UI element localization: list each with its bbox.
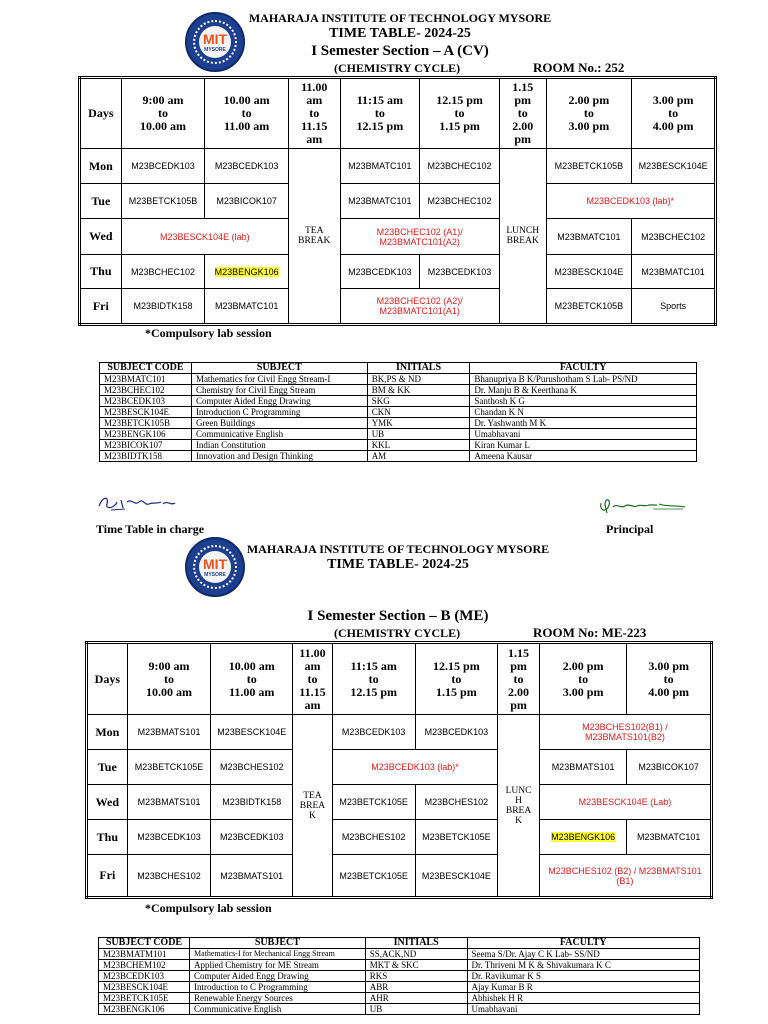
header-period-4: 12.15 pm to 1.15 pm xyxy=(420,78,500,149)
timetable-incharge-label: Time Table in charge xyxy=(96,522,205,536)
lab-cell: M23BCHEC102 (A2)/ M23BMATC101(A1) xyxy=(340,289,499,325)
cell: M23BETCK105E xyxy=(127,750,211,785)
cell: M23BETCK105E xyxy=(332,785,415,820)
lab-cell: M23BCHES102(B1) / M23BMATS101(B2) xyxy=(539,715,711,750)
tea-break: TEA BREAK xyxy=(288,149,340,325)
cell: M23BESCK104E xyxy=(632,149,716,184)
header-days: Days xyxy=(87,643,128,715)
table-row: M23BENGK106 Communicative English UB Umabhavani xyxy=(100,429,697,440)
cell: M23BETCK105B xyxy=(546,289,632,325)
header-period-2: 10.00 am to 11.00 am xyxy=(205,78,289,149)
cell: M23BMATC101 xyxy=(632,255,716,289)
header-lunch: 1.15 pm to 2.00 pm xyxy=(499,78,546,149)
header-tea: 11.00 am to 11.15 am xyxy=(293,643,333,715)
cell: M23BMATC101 xyxy=(546,219,632,255)
table-row: M23BMATM101 Mathematics-I for Mechanical Engg Stream SS,ACK,ND Seema S/Dr. Ajay C K Lab- SS/ND xyxy=(99,949,700,960)
table-row: M23BESCK104E Introduction to C Programming ABR Ajay Kumar B R xyxy=(99,982,700,993)
day-tue: Tue xyxy=(80,184,122,219)
cell: M23BICOK107 xyxy=(627,750,712,785)
lab-cell: M23BCEDK103 (lab)* xyxy=(546,184,715,219)
lab-cell: M23BCEDK103 (lab)* xyxy=(332,750,497,785)
header-period-1: 9:00 am to 10.00 am xyxy=(127,643,211,715)
table-row: M23BCEDK103 Computer Aided Engg Drawing RKS Dr. Ravikumar K S xyxy=(99,971,700,982)
col-faculty: FACULTY xyxy=(470,363,697,374)
cell: M23BCEDK103 xyxy=(211,820,293,855)
col-subject-code: SUBJECT CODE xyxy=(99,938,190,949)
table-row: M23BIDTK158 Innovation and Design Thinking AM Ameena Kausar xyxy=(100,451,697,462)
cell: M23BCHEC102 xyxy=(420,184,500,219)
timetable-b xyxy=(85,641,713,899)
cell: M23BMATC101 xyxy=(627,820,712,855)
cell: M23BENGK106 xyxy=(539,820,626,855)
cell: M23BMATS101 xyxy=(211,855,293,898)
header-lunch: 1.15 pm to 2.00 pm xyxy=(498,643,540,715)
day-thu: Thu xyxy=(87,820,128,855)
table-row: M23BESCK104E Introduction C Programming CKN Chandan K N xyxy=(100,407,697,418)
cell: Sports xyxy=(632,289,716,325)
header-period-2: 10.00 am to 11.00 am xyxy=(211,643,293,715)
day-wed: Wed xyxy=(87,785,128,820)
cell: M23BMATS101 xyxy=(539,750,626,785)
subject-table-b xyxy=(98,937,700,1015)
header-period-3: 11:15 am to 12.15 pm xyxy=(332,643,415,715)
table-row: M23BENGK106 Communicative English UB Umabhavani xyxy=(99,1004,700,1015)
header-period-1: 9:00 am to 10.00 am xyxy=(121,78,205,149)
room-label: ROOM No.: 252 xyxy=(533,60,625,75)
header-period-5: 2.00 pm to 3.00 pm xyxy=(546,78,632,149)
cell: M23BMATC101 xyxy=(340,149,420,184)
cycle-label: (CHEMISTRY CYCLE) xyxy=(334,626,461,640)
header-period-3: 11:15 am to 12.15 pm xyxy=(340,78,420,149)
cell: M23BESCK104E xyxy=(415,855,498,898)
cell: M23BCEDK103 xyxy=(127,820,211,855)
cycle-label: (CHEMISTRY CYCLE) xyxy=(334,61,461,75)
cell: M23BICOK107 xyxy=(205,184,289,219)
col-subject-code: SUBJECT CODE xyxy=(100,363,192,374)
cell: M23BMATC101 xyxy=(205,289,289,325)
cell: M23BCEDK103 xyxy=(205,149,289,184)
cell: M23BETCK105B xyxy=(546,149,632,184)
cell: M23BETCK105B xyxy=(121,184,205,219)
institute-title: MAHARAJA INSTITUTE OF TECHNOLOGY MYSORE xyxy=(248,11,552,25)
table-row: M23BCHEC102 Chemistry for Civil Engg Stream BM & KK Dr. Manju B & Keerthana K xyxy=(100,385,697,396)
lab-cell: M23BESCK104E (Lab) xyxy=(539,785,711,820)
header-period-5: 2.00 pm to 3.00 pm xyxy=(539,643,626,715)
col-subject: SUBJECT xyxy=(191,363,367,374)
institute-logo: MIT MYSORE xyxy=(185,12,245,72)
table-row: M23BETCK105B Green Buildings YMK Dr. Yashwanth M K xyxy=(100,418,697,429)
lunch-break: LUNC H BREA K xyxy=(498,715,540,898)
cell: M23BCHES102 xyxy=(127,855,211,898)
timetable-title: TIME TABLE- 2024-25 xyxy=(329,26,471,41)
cell: M23BCEDK103 xyxy=(121,149,205,184)
table-row: M23BCEDK103 Computer Aided Engg Drawing SKG Santhosh K G xyxy=(100,396,697,407)
cell: M23BESCK104E xyxy=(546,255,632,289)
cell: M23BCHES102 xyxy=(332,820,415,855)
cell: M23BCHEC102 xyxy=(121,255,205,289)
day-thu: Thu xyxy=(80,255,122,289)
cell: M23BMATS101 xyxy=(127,785,211,820)
cell: M23BCHES102 xyxy=(415,785,498,820)
section-title: I Semester Section – B (ME) xyxy=(307,608,489,624)
table-row: M23BMATC101 Mathematics for Civil Engg Stream-I BK,PS & ND Bhanupriya B K/Purushotham S Lab- PS/ND xyxy=(100,374,697,385)
principal-label: Principal xyxy=(606,522,654,536)
cell: M23BIDTK158 xyxy=(121,289,205,325)
tea-break: TEA BREA K xyxy=(293,715,333,898)
cell: M23BCHEC102 xyxy=(420,149,500,184)
cell: M23BCEDK103 xyxy=(420,255,500,289)
col-subject: SUBJECT xyxy=(189,938,365,949)
col-faculty: FACULTY xyxy=(467,938,700,949)
cell: M23BMATC101 xyxy=(340,184,420,219)
header-days: Days xyxy=(80,78,122,149)
cell: M23BCHES102 xyxy=(211,750,293,785)
room-label: ROOM No: ME-223 xyxy=(533,625,647,640)
day-mon: Mon xyxy=(80,149,122,184)
table-row: M23BETCK105E Renewable Energy Sources AHR Abhishek H R xyxy=(99,993,700,1004)
col-initials: INITIALS xyxy=(365,938,467,949)
cell: M23BCHEC102 xyxy=(632,219,716,255)
cell: M23BCEDK103 xyxy=(415,715,498,750)
table-row: M23BCHEM102 Applied Chemistry for ME Stream MKT & SKC Dr. Thriveni M K & Shivakumara K C xyxy=(99,960,700,971)
cell: M23BIDTK158 xyxy=(211,785,293,820)
timetable-title: TIME TABLE- 2024-25 xyxy=(327,557,469,572)
col-initials: INITIALS xyxy=(367,363,470,374)
cell: M23BCEDK103 xyxy=(332,715,415,750)
day-fri: Fri xyxy=(87,855,128,898)
lab-cell: M23BESCK104E (lab) xyxy=(121,219,288,255)
header-tea: 11.00 am to 11.15 am xyxy=(288,78,340,149)
day-tue: Tue xyxy=(87,750,128,785)
timetable-incharge-signature xyxy=(95,492,185,514)
timetable-a xyxy=(78,76,717,326)
lab-note: *Compulsory lab session xyxy=(145,901,272,915)
cell: M23BESCK104E xyxy=(211,715,293,750)
cell: M23BENGK106 xyxy=(205,255,289,289)
day-wed: Wed xyxy=(80,219,122,255)
cell: M23BCEDK103 xyxy=(340,255,420,289)
day-fri: Fri xyxy=(80,289,122,325)
header-period-6: 3.00 pm to 4.00 pm xyxy=(632,78,716,149)
principal-signature xyxy=(597,495,689,517)
lab-note: *Compulsory lab session xyxy=(145,326,272,340)
institute-logo: MIT MYSORE xyxy=(185,537,245,597)
section-title: I Semester Section – A (CV) xyxy=(311,43,489,59)
header-period-4: 12.15 pm to 1.15 pm xyxy=(415,643,498,715)
institute-title: MAHARAJA INSTITUTE OF TECHNOLOGY MYSORE xyxy=(246,542,550,556)
header-period-6: 3.00 pm to 4.00 pm xyxy=(627,643,712,715)
day-mon: Mon xyxy=(87,715,128,750)
cell: M23BMATS101 xyxy=(127,715,211,750)
lunch-break: LUNCH BREAK xyxy=(499,149,546,325)
lab-cell: M23BCHEC102 (A1)/ M23BMATC101(A2) xyxy=(340,219,499,255)
cell: M23BETCK105E xyxy=(415,820,498,855)
subject-table-a xyxy=(99,362,697,462)
table-row: M23BICOK107 Indian Constitution KKL Kiran Kumar L xyxy=(100,440,697,451)
cell: M23BETCK105E xyxy=(332,855,415,898)
lab-cell: M23BCHES102 (B2) / M23BMATS101 (B1) xyxy=(539,855,711,898)
